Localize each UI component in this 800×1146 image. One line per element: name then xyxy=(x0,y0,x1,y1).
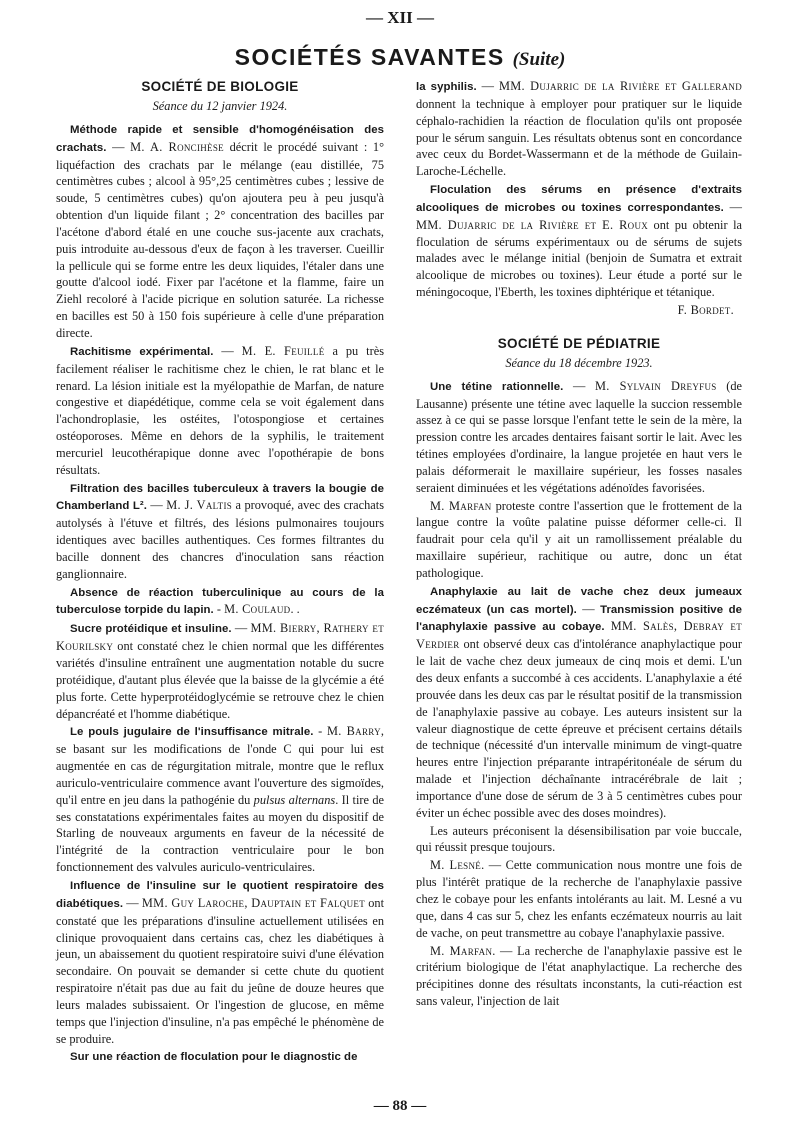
article-pouls-jugulaire xyxy=(56,723,384,876)
article-text: . . xyxy=(290,602,300,617)
section-title-pediatrie: SOCIÉTÉ DE PÉDIATRIE xyxy=(497,335,661,351)
section-date-biologie: Séance du 12 janvier 1924. xyxy=(152,99,288,113)
separator: — xyxy=(231,621,251,636)
separator: — xyxy=(146,498,167,513)
article-text: (de Lausanne) présente une tétine avec laquelle la succion ressemble assez à ce qui se passe lorsque l'enfant tette le sein de la mère, la pression contre les arcades dentaires faisant sortir le lait. Avec les tétines employées d'ordinaire, la langue projetée en haut vers le palais déformerait le maxillaire supérieur, les fosses nasales seraient diminuées et les végétations adénoïdes favorisées. xyxy=(416,378,742,495)
article-tetine xyxy=(416,378,742,497)
article-text: ont pu obtenir la floculation de sérums expérimentaux ou de sérums de sujets malades avec le mélange initial (benjoin de Sumatra et extrait alcoolique de microbes ou toxines). Leur étude a porté sur le méningocoque, l'Eberth, les toxines diphtérique et tétanique. xyxy=(416,217,742,300)
article-author: M. J. Valtis xyxy=(166,498,233,513)
article-text: Les auteurs préconisent la désensibilisation par voie buccale, qui réussit presque toujours. xyxy=(416,823,742,855)
article-heading: Sur une réaction de floculation pour le diagnostic de xyxy=(70,1051,358,1064)
right-column xyxy=(416,78,742,1010)
article-author: M. A. Roncihèse xyxy=(130,139,224,154)
article-marfan-critere xyxy=(416,943,742,1010)
article-desensibilisation xyxy=(416,823,742,857)
separator: — xyxy=(213,343,242,358)
article-sucre-proteidique xyxy=(56,620,384,722)
article-heading: Une tétine rationnelle. xyxy=(430,380,564,393)
article-insuline-quotient xyxy=(56,877,384,1047)
article-floculation-continued xyxy=(416,78,742,180)
article-text: a pu très facilement réaliser le rachitisme chez le chien, le rat blanc et le renard. La lésion initiale est la myélopathie de Marfan, de nature congestive et diapédétique, comme cela se voit également dans l'achondroplasie, les ostéites, l'otospongiose et certaines ostéoporoses. Même en dehors de la syphilis, le traitement mercuriel leucothérapique donne avec l'opothérapie de bons résultats. xyxy=(56,343,384,477)
separator: - xyxy=(213,602,225,617)
separator: — xyxy=(106,139,131,154)
article-heading: la syphilis. xyxy=(416,81,477,93)
separator: . — xyxy=(481,858,506,873)
article-text: ont constaté que les préparations d'insuline actuellement utilisées en clinique provoquaient dans certains cas, chez les diabétiques à jeun, un abaissement du quotient respiratoire suivi d'une élévation secondaire. On pouvait se demander si cette chute du quotient respiratoire n'était pas due au fait du jeûne de douze heures que leurs malades subissaient. Or l'ingestion de glucose, en même temps que l'injection d'insuline, n'a pas empêché le phénomène de se produire. xyxy=(56,895,385,1046)
article-author: MM. Dujarric de la Rivière et Gallerand xyxy=(498,79,743,93)
separator: — xyxy=(123,895,142,910)
article-text: , se basant sur les modifications de l'onde C qui pour lui est augmentée en cas de régurgitation mitrale, montre que le reflux auriculo-ventriculaire commence avant l'ouverture des sigmoïdes, qu'il entre en jeu dans la pathogénie du xyxy=(56,724,384,807)
article-text: donnent la technique à employer pour pratiquer sur le liquide céphalo-rachidien la réaction de floculation qu'ils ont proposée pour le sérum sanguin. Les résultats obtenus sont en concordance avec ceux du Bordet-Wassermann et de la méthode de Guilain-Laroche-Léchelle. xyxy=(416,96,742,179)
section-title-biologie: SOCIÉTÉ DE BIOLOGIE xyxy=(141,79,299,94)
article-tuberculinique xyxy=(56,584,384,620)
article-author: MM. Guy Laroche, Dauptain et Falquet xyxy=(141,895,365,910)
separator: — xyxy=(476,79,499,93)
page-title-suite: (Suite) xyxy=(512,49,566,70)
article-heading: Sucre protéidique et insuline. xyxy=(70,623,232,636)
article-text: proteste contre l'assertion que le frottement de la langue contre la voûte palatine puisse déformer celle-ci. Il faudrait pour cela qu'il y ait un ramollissement préalable du maxillaire supérieur, rachitique ou autre, donc un état pathologique. xyxy=(416,498,742,580)
article-heading: Le pouls jugulaire de l'insuffisance mitrale. xyxy=(70,726,314,739)
article-heading: Floculation des sérums en présence d'extraits alcooliques de microbes ou toxines correspondantes. xyxy=(416,184,742,214)
article-text: ont observé deux cas d'intolérance anaphylactique pour le lait de vache chez deux jumeaux de cinq mois et demi. L'un des deux enfants a succombé à ces accidents. L'anaphylaxie a été prouvée dans les deux cas par le résultat positif de la transmission de l'anaphylaxie passive au cobaye. Les auteurs insistent sur la valeur diagnostique de cette épreuve et précisent certains détails de technique (nécessité d'un intervalle minimum de vingt-quatre heures entre l'injection préparante intrapéritonéale de sérum du malade et l'injection déchaînante intracérébrale de lait ; importance d'une dose de sérum de 3 à 5 centimètres cubes pour éviter un échec possible avec des doses moindres). xyxy=(416,637,742,820)
article-homogeneisation xyxy=(56,121,384,342)
article-author: M. Marfan xyxy=(430,943,493,958)
article-anaphylaxie xyxy=(416,583,742,822)
signature: F. Bordet. xyxy=(677,302,734,317)
article-author: M. E. Feuillé xyxy=(241,343,325,358)
article-author: MM. Dujarric de la Rivière et E. Roux xyxy=(416,217,649,232)
page-title-text: SOCIÉTÉS SAVANTES xyxy=(234,44,505,70)
article-filtration xyxy=(56,480,384,583)
article-heading: Anaphylaxie au lait de vache chez deux jumeaux eczémateux (un cas mortel). xyxy=(416,585,742,616)
section-date-pediatrie: Séance du 18 décembre 1923. xyxy=(505,355,653,370)
article-text: ont constaté chez le chien normal que les différentes variétés d'insuline entraînent une augmentation notable du sucre protéidique, d'autant plus élevée que la baisse de la glycémie a été plus forte. Cette hyperprotéidoglycémie se retrouve chez le chien dépancréaté et l'homme diabétique. xyxy=(56,639,384,721)
article-author: M. Coulaud xyxy=(224,602,291,617)
article-text: Cette communication nous montre une fois de plus l'intérêt pratique de la recherche de l'anaphylaxie passive chez le cobaye pour les enfants intolérants au lait. M. Lesné a vu que, dans 4 cas sur 5, chez les enfants eczémateux nourris au lait de vache, on peut transmettre au cobaye l'anaphylaxie passive. xyxy=(416,858,742,940)
article-floculation-serums xyxy=(416,181,742,301)
article-text: a provoqué, avec des crachats autolysés à l'étuve et filtrés, des lésions pulmonaires toujours identiques avec bacilles authentiques. Ces formes filtrantes du bacille donnent des chancres d'inoculation sans réaction ganglionnaire. xyxy=(56,498,384,581)
article-floculation-heading xyxy=(56,1048,384,1066)
article-heading: Influence de l'insuline sur le quotient respiratoire des diabétiques. xyxy=(56,879,384,910)
article-marfan-reply xyxy=(416,498,742,582)
article-rachitisme xyxy=(56,343,384,479)
article-author: M. Marfan xyxy=(430,498,492,513)
left-column xyxy=(56,78,384,1066)
article-heading: Rachitisme expérimental. xyxy=(70,345,214,358)
article-author: M. Barry xyxy=(326,724,381,739)
article-author: MM. Salès, Debray et Verdier xyxy=(416,619,742,652)
article-author: MM. Bierry, Rathery et Kourilsky xyxy=(56,621,385,654)
article-text: . Il tire de ses constatations expérimentales faites au moyen du dispositif de Starling de nouveaux arguments en faveur de la nécessité de l'intégrité de la contraction ventriculaire pour le bon fonctionnement des valvules auriculo-ventriculaires. xyxy=(56,792,384,875)
separator: . — xyxy=(492,943,518,958)
article-heading: Filtration des bacilles tuberculeux à travers la bougie de Chamberland L². xyxy=(56,482,384,513)
separator: — xyxy=(563,378,595,393)
article-heading: Méthode rapide et sensible d'homogénéisation des crachats. xyxy=(56,123,384,154)
separator: — xyxy=(723,199,742,214)
page-title xyxy=(0,44,800,71)
article-text: La recherche de l'anaphylaxie passive est le critérium biologique de l'état anaphylactique. La recherche des précipitines donne des résultats inconstants, la cuti-réaction est sans valeur, l'injection de lait xyxy=(416,943,743,1009)
article-author: M. Sylvain Dreyfus xyxy=(594,378,717,393)
article-author: M. Lesné xyxy=(430,858,482,873)
article-heading-secondary: Transmission positive de l'anaphylaxie passive au cobaye. xyxy=(416,603,743,634)
roman-page-number: — XII — xyxy=(365,8,434,27)
article-text: décrit le procédé suivant : 1° liquéfaction des crachats par le mélange (eau distillée, 75 centimètres cubes ; alcool à 95°,25 centimètres cubes ; lessive de soude, 5 centimètres cubes) qu'on ajoutera peu à peu jusqu'à obtention d'un liquide filant ; 2° concentration des bacilles par l'acétone d'abord étalé en une couche sus-jacente aux crachats, puis introduite au-dessous d'eux de façon à les traverser. Cueillir la pellicule qui se forme entre les deux liquides, l'étaler dans une goutte d'alcool iodé. Fixer par l'acétone et la flamme, faire un Ziehl recoloré à l'acide picrique en solution saturée. La richesse en bacilles est 50 à 150 fois supérieure à celle d'une préparation directe. xyxy=(56,139,385,340)
separator: — xyxy=(576,601,601,616)
article-italic-term: pulsus alternans xyxy=(253,792,336,807)
article-heading: Absence de réaction tuberculinique au cours de la tuberculose torpide du lapin. xyxy=(56,586,384,617)
separator: - xyxy=(313,724,327,739)
page-folio: — 88 — xyxy=(373,1098,427,1114)
article-lesne xyxy=(416,857,742,941)
